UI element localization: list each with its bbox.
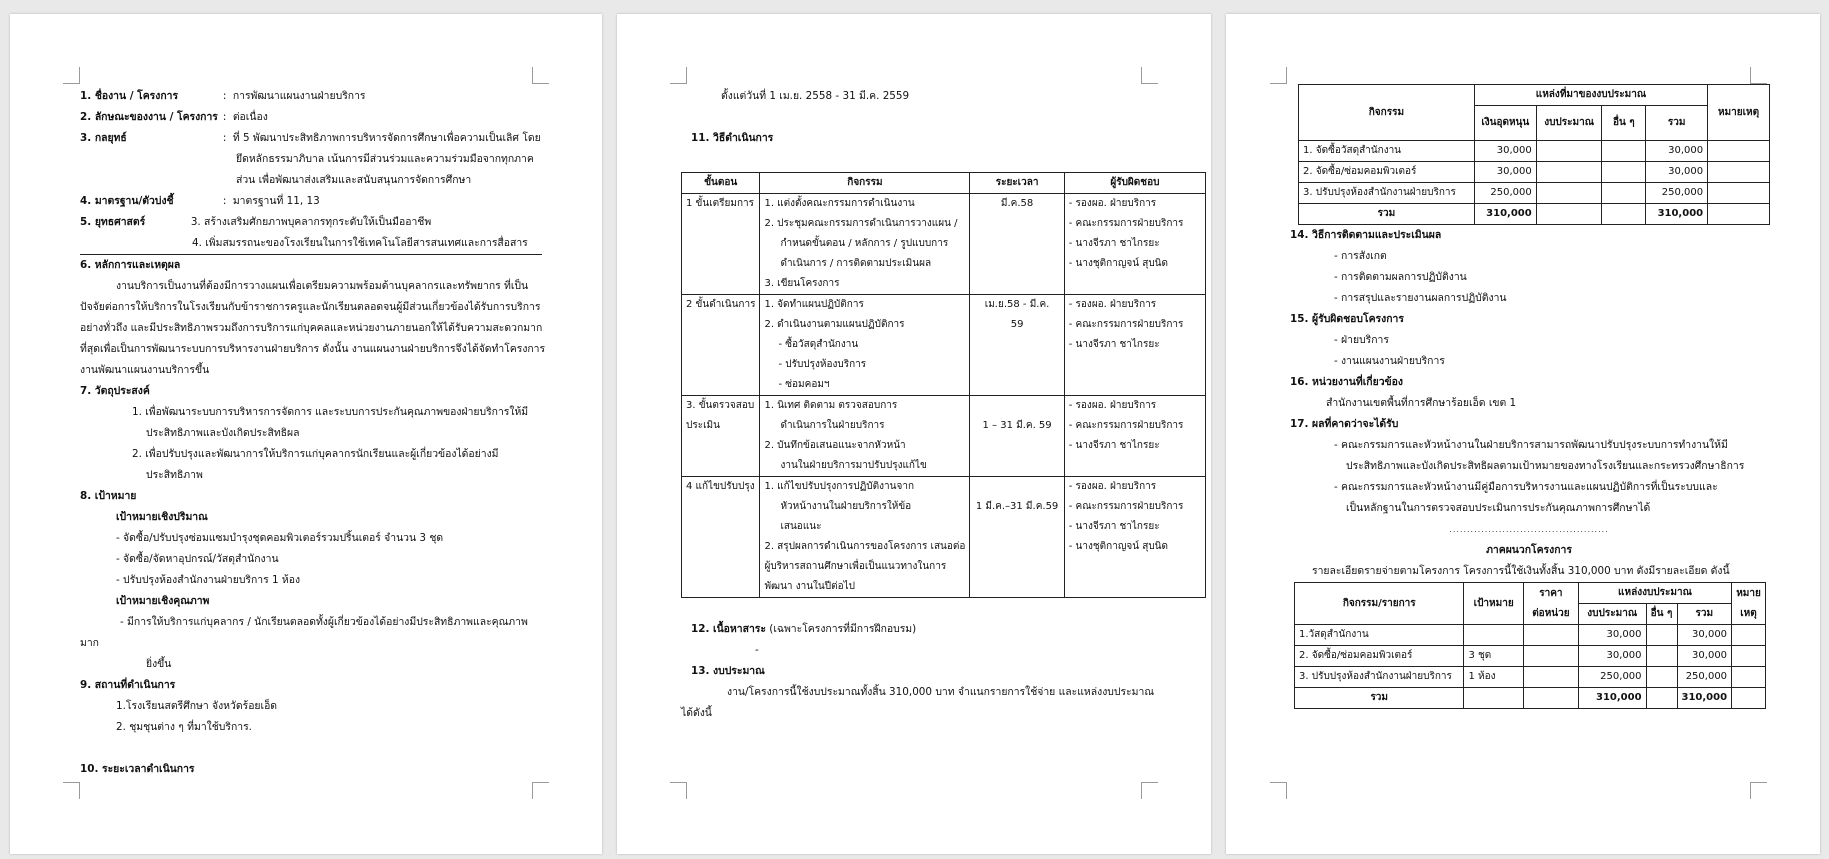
place-line: 2. ชุมชุนต่าง ๆ ที่มาใช้บริการ. <box>116 721 252 733</box>
content-dash: - <box>755 644 759 656</box>
budget-source-table <box>1298 84 1770 225</box>
content-row: 12. เนื้อหาสาระ (เฉพาะโครงการที่มีการฝึกอบรม) <box>691 623 917 635</box>
principle-line: ที่สุดเพื่อเป็นการพัฒนาระบบการบริหารงานฝ่ายบริการ ดังนั้น งานแผนงานฝ่ายบริการจึงได้จัดทำโครงการ <box>80 343 546 355</box>
standard-row: 4. มาตรฐาน/ตัวบ่งชี้ : มาตรฐานที่ 11, 13 <box>80 195 320 207</box>
crop-mark <box>670 782 687 799</box>
goal-quant-line: - จัดซื้อ/จัดหาอุปกรณ์/วัสดุสำนักงาน <box>116 553 279 565</box>
expect-line: - คณะกรรมการและหัวหน้างานในฝ่ายบริการสามารถพัฒนาปรับปรุงระบบการทำงานให้มี <box>1334 439 1728 451</box>
table-row: 4 แก้ไขปรับปรุง 1. แก้ไขปรับปรุงการปฏิบัติงานจาก หัวหน้างานในฝ่ายบริการให้ข้อ เสนอแนะ 2. สรุปผลการดำเนินการของโครงการ เสนอต่อ ผู้บริหารสถานศึกษาเพื่อเป็นแนวทางในการ พัฒนา งานในปีต่อไป 1 มี.ค.–31 มี.ค.59 - รองผอ. ฝ่ายบริการ - คณะกรรมการฝ่ายบริการ - นางจีรภา ชาไกรยะ - นางชุติกาญจน์ สุบนิด <box>682 477 1206 598</box>
table-header: เป้าหมาย <box>1464 583 1523 625</box>
budget-title: 13. งบประมาณ <box>691 665 765 677</box>
table-header: ระยะเวลา <box>970 173 1064 194</box>
expect-line: เป็นหลักฐานในการตรวจสอบประเมินการประกันคุณภาพการศึกษาได้ <box>1346 502 1651 514</box>
table-header: กิจกรรม <box>760 173 970 194</box>
goal-qual-line: ยิ่งขึ้น <box>146 658 172 670</box>
table-header: อื่น ๆ <box>1602 106 1646 141</box>
crop-mark <box>1750 782 1767 799</box>
budget-line: ได้ดังนี้ <box>681 707 712 719</box>
table-row: 1. จัดซื้อวัสดุสำนักงาน 30,000 30,000 <box>1299 141 1770 162</box>
crop-mark <box>1141 67 1158 84</box>
table-row: 2. จัดซื้อ/ซ่อมคอมพิวเตอร์ 30,000 30,000 <box>1299 162 1770 183</box>
resp-line: - งานแผนงานฝ่ายบริการ <box>1334 355 1445 367</box>
principle-line: ปัจจัยต่อการให้บริการในโรงเรียนกับข้าราชการครูและนักเรียนตลอดจนผู้มีส่วนเกี่ยวข้องได้รับการบริการ <box>80 301 541 313</box>
table-header: ผู้รับผิดชอบ <box>1064 173 1205 194</box>
strategy-row: 3. กลยุทธ์ : ที่ 5 พัฒนาประสิทธิภาพการบริหารจัดการศึกษาเพื่อความเป็นเลิศ โดย <box>80 132 541 144</box>
table-header: เงินอุดหนุน <box>1474 106 1536 141</box>
goal-qual-line: มาก <box>80 637 99 649</box>
page-2-content <box>681 86 1205 724</box>
crop-mark <box>670 67 687 84</box>
eval-title: 14. วิธีการติดตามและประเมินผล <box>1290 229 1442 241</box>
place-title: 9. สถานที่ดำเนินการ <box>80 679 176 691</box>
table-header: งบประมาณ <box>1536 106 1602 141</box>
table-row: 2. จัดซื้อ/ซ่อมคอมพิวเตอร์ 3 ชุด 30,000 30,000 <box>1295 646 1766 667</box>
table-header: รวม <box>1677 604 1732 625</box>
budget-detail-table <box>1294 582 1766 709</box>
principle-line: งานพัฒนาแผนงานบริการขึ้น <box>80 364 210 376</box>
project-type-row: 2. ลักษณะของงาน / โครงการ : ต่อเนื่อง <box>80 111 268 123</box>
crop-mark <box>532 782 549 799</box>
table-header: หมาย เหตุ <box>1732 583 1766 625</box>
document-page-1 <box>10 14 602 854</box>
document-page-3 <box>1226 14 1820 854</box>
agency-title: 16. หน่วยงานที่เกี่ยวข้อง <box>1290 376 1403 388</box>
table-header: กิจกรรม <box>1299 85 1475 141</box>
page-3-content <box>1290 84 1814 709</box>
table-row: 3. ขั้นตรวจสอบ ประเมิน 1. นิเทศ ติดตาม ตรวจสอบการ ดำเนินการในฝ่ายบริการ 2. บันทึกข้อเสนอแนะจากหัวหน้า งานในฝ่ายบริการมาปรับปรุงแก้ไข 1 – 31 มี.ค. 59 - รองผอ. ฝ่ายบริการ - คณะกรรมการฝ่ายบริการ - นางจีรภา ชาไกรยะ <box>682 396 1206 477</box>
objective-line: 2. เพื่อปรับปรุงและพัฒนาการให้บริการแก่บุคลากรนักเรียนและผู้เกี่ยวข้องได้อย่างมี <box>132 448 499 460</box>
principle-line: อย่างทั่วถึง และมีประสิทธิภาพรวมถึงการบริการแก่บุคคลและหน่วยงานภายนอกให้ได้รับความสะดวกมาก <box>80 322 543 334</box>
objective-line: ประสิทธิภาพและบังเกิดประสิทธิผล <box>146 427 300 439</box>
principle-line: งานบริการเป็นงานที่ต้องมีการวางแผนเพื่อเตรียมความพร้อมด้านบุคลากรและทรัพยากร ที่เป็น <box>116 280 529 292</box>
table-header: กิจกรรม/รายการ <box>1295 583 1464 625</box>
table-header: ขั้นตอน <box>682 173 760 194</box>
table-row: 1 ขั้นเตรียมการ 1. แต่งตั้งคณะกรรมการดำเนินงาน 2. ประชุมคณะกรรมการดำเนินการวางแผน / กำหนดขั้นตอน / หลักการ / รูปแบบการ ดำเนินการ / การติดตามประเมินผล 3. เขียนโครงการ มี.ค.58 - รองผอ. ฝ่ายบริการ - คณะกรรมการฝ่ายบริการ - นางจีรภา ชาไกรยะ - นางชุติกาญจน์ สุบนิด <box>682 194 1206 295</box>
table-header: ราคา ต่อหน่วย <box>1523 583 1578 625</box>
document-page-2 <box>617 14 1211 854</box>
method-title: 11. วิธีดำเนินการ <box>691 132 774 144</box>
table-row: 3. ปรับปรุงห้องสำนักงานฝ่ายบริการ 250,000 250,000 <box>1299 183 1770 204</box>
expect-line: ประสิทธิภาพและบังเกิดประสิทธิผลตามเป้าหมายของทางโรงเรียนและกระทรวงศึกษาธิการ <box>1346 460 1745 472</box>
goal-title: 8. เป้าหมาย <box>80 490 137 502</box>
expect-title: 17. ผลที่คาดว่าจะได้รับ <box>1290 418 1399 430</box>
crop-mark <box>63 782 80 799</box>
resp-title: 15. ผู้รับผิดชอบโครงการ <box>1290 313 1404 325</box>
period-title: 10. ระยะเวลาดำเนินการ <box>80 763 195 775</box>
appendix-title: ภาคผนวกโครงการ <box>1486 544 1572 556</box>
place-line: 1.โรงเรียนสตรีศึกษา จังหวัดร้อยเอ็ด <box>116 700 278 712</box>
crop-mark <box>532 67 549 84</box>
goal-quant-title: เป้าหมายเชิงปริมาณ <box>116 511 208 523</box>
project-name-row: 1. ชื่องาน / โครงการ : การพัฒนาแผนงานฝ่ายบริการ <box>80 90 366 102</box>
budget-line: งาน/โครงการนี้ใช้งบประมาณทั้งสิ้น 310,000 บาท จำแนกรายการใช้จ่าย และแหล่งงบประมาณ <box>727 686 1154 698</box>
table-total-row: รวม 310,000 310,000 <box>1295 688 1766 709</box>
table-row: 3. ปรับปรุงห้องสำนักงานฝ่ายบริการ 1 ห้อง 250,000 250,000 <box>1295 667 1766 688</box>
table-row: 1.วัสดุสำนักงาน 30,000 30,000 <box>1295 625 1766 646</box>
objective-line: ประสิทธิภาพ <box>146 469 203 481</box>
goal-quant-line: - ปรับปรุงห้องสำนักงานฝ่ายบริการ 1 ห้อง <box>116 574 301 586</box>
policy-line: 4. เพิ่มสมรรถนะของโรงเรียนในการใช้เทคโนโลยีสารสนเทศและการสื่อสาร <box>192 237 528 249</box>
appendix-line: รายละเอียดรายจ่ายตามโครงการ โครงการนี้ใช้เงินทั้งสิ้น 310,000 บาท ดังมีรายละเอียด ดังนี้ <box>1312 565 1730 577</box>
agency-line: สำนักงานเขตพื้นที่การศึกษาร้อยเอ็ด เขต 1 <box>1326 397 1517 409</box>
table-header: รวม <box>1646 106 1708 141</box>
period-value: ตั้งแต่วันที่ 1 เม.ย. 2558 - 31 มี.ค. 2559 <box>721 90 910 102</box>
objective-title: 7. วัตถุประสงค์ <box>80 385 150 397</box>
objective-line: 1. เพื่อพัฒนาระบบการบริหารการจัดการ และระบบการประกันคุณภาพของฝ่ายบริการให้มี <box>132 406 529 418</box>
table-header: หมายเหตุ <box>1708 85 1770 141</box>
crop-mark <box>1270 782 1287 799</box>
eval-line: - การสังเกต <box>1334 250 1387 262</box>
strategy-cont: ส่วน เพื่อพัฒนาส่งเสริมและสนับสนุนการจัดการศึกษา <box>236 174 472 186</box>
crop-mark <box>63 67 80 84</box>
table-header: อื่น ๆ <box>1646 604 1677 625</box>
expect-line: - คณะกรรมการและหัวหน้างานมีคู่มือการบริหารงานและแผนปฏิบัติการที่เป็นระบบและ <box>1334 481 1718 493</box>
eval-line: - การสรุปและรายงานผลการปฏิบัติงาน <box>1334 292 1507 304</box>
page-1-content <box>80 86 546 780</box>
table-row: 2 ขั้นดำเนินการ 1. จัดทำแผนปฏิบัติการ 2. ดำเนินงานตามแผนปฏิบัติการ - ซื้อวัสดุสำนักงาน - ปรับปรุงห้องบริการ - ซ่อมคอมฯ เม.ย.58 - มี.ค. 59 - รองผอ. ฝ่ายบริการ - คณะกรรมการฝ่ายบริการ - นางจีรภา ชาไกรยะ <box>682 295 1206 396</box>
strategy-cont: ยึดหลักธรรมาภิบาล เน้นการมีส่วนร่วมและความร่วมมือจากทุกภาค <box>236 153 534 165</box>
crop-mark <box>1270 67 1287 84</box>
crop-mark <box>1750 67 1767 84</box>
eval-line: - การติดตามผลการปฏิบัติงาน <box>1334 271 1467 283</box>
principle-title: 6. หลักการและเหตุผล <box>80 259 181 271</box>
resp-line: - ฝ่ายบริการ <box>1334 334 1389 346</box>
table-header: งบประมาณ <box>1578 604 1646 625</box>
table-header: แหล่งงบประมาณ <box>1578 583 1731 604</box>
goal-quant-line: - จัดซื้อ/ปรับปรุงซ่อมแซมบำรุงชุดคอมพิวเตอร์รวมปริ้นเตอร์ จำนวน 3 ชุด <box>116 532 444 544</box>
crop-mark <box>1141 782 1158 799</box>
dotted-separator: ............................................. <box>1449 525 1609 534</box>
method-table <box>681 172 1206 598</box>
table-total-row: รวม 310,000 310,000 <box>1299 204 1770 225</box>
policy-row: 5. ยุทธศาสตร์ 3. สร้างเสริมศักยภาพบุคลากรทุกระดับให้เป็นมืออาชีพ <box>80 216 432 228</box>
blank-line <box>80 738 542 759</box>
goal-qual-title: เป้าหมายเชิงคุณภาพ <box>116 595 210 607</box>
table-header: แหล่งที่มาของงบประมาณ <box>1474 85 1707 106</box>
goal-qual-line: - มีการให้บริการแก่บุคลากร / นักเรียนตลอดทั้งผู้เกี่ยวข้องได้อย่างมีประสิทธิภาพและคุณภาพ <box>120 616 528 628</box>
